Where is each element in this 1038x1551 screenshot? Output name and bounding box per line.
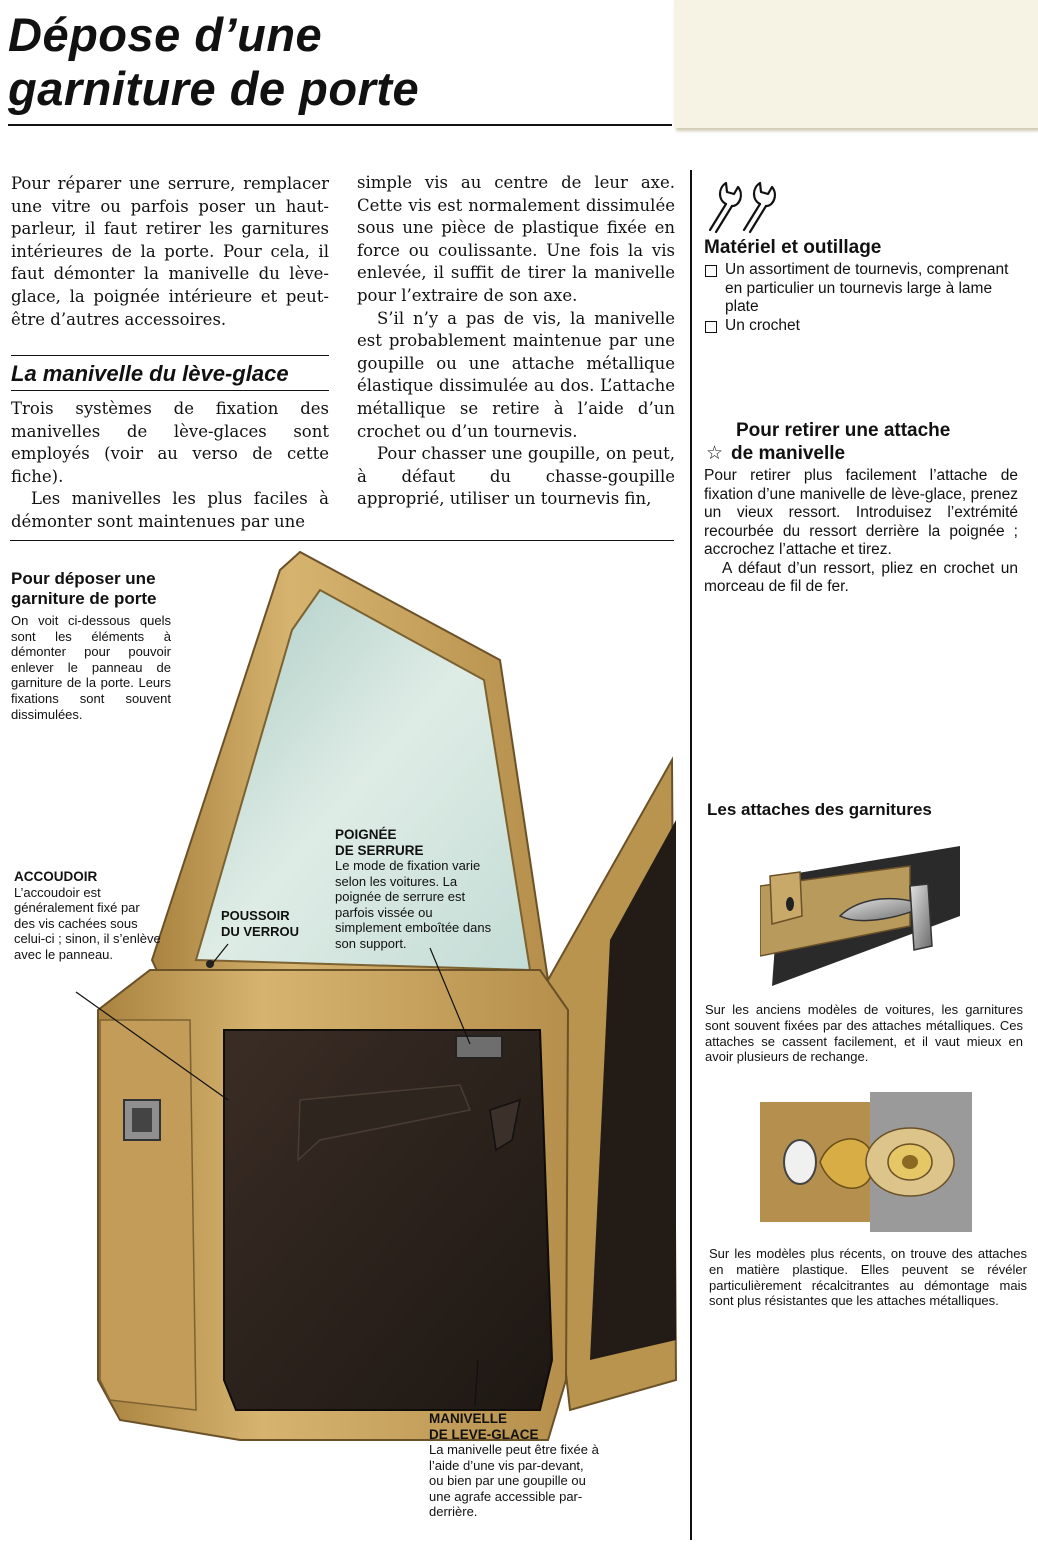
checkbox-icon <box>705 321 717 333</box>
label-poignee <box>335 827 495 951</box>
tools-list <box>704 261 1026 335</box>
wrench-pair-icon <box>704 178 784 234</box>
section-paragraph-2: Les manivelles les plus faciles à démonter sont maintenues par une <box>11 489 329 531</box>
label-poussoir <box>221 908 331 939</box>
section-paragraph-1: Trois systèmes de fixation des manivelles de lève-glaces sont employés (voir au verso de cette fiche). <box>11 399 329 486</box>
tools-item-text: Un crochet <box>725 316 800 334</box>
clips-heading: Les attaches des garnitures <box>707 800 932 819</box>
tools-item-text: Un assortiment de tournevis, comprenant en particulier un tournevis large à lame plate <box>725 261 1009 315</box>
title-line-2: garniture de porte <box>8 62 420 115</box>
section-heading: La manivelle du lève-glace <box>11 355 329 391</box>
label-poignee-line-2: DE SERRURE <box>335 842 424 858</box>
metal-clip-illustration <box>760 846 972 986</box>
list-item <box>704 261 1026 317</box>
label-accoudoir-title: ACCOUDOIR <box>14 869 98 884</box>
tip-heading-text: de manivelle <box>731 443 846 464</box>
figure-caption: On voit ci-dessous quels sont les éléments à démonter pour pouvoir enlever le panneau de garniture de la porte. Leurs fixations sont souvent dissimulées. <box>11 613 171 722</box>
label-manivelle-text: La manivelle peut être fixée à l’aide d’une vis par-devant, ou bien par une goupille ou une agrafe accessible par-derrière. <box>429 1442 599 1519</box>
section-column-1 <box>11 398 329 534</box>
tip-paragraph-1: Pour retirer plus facilement l’attache de fixation d’une manivelle de lève-glace, prenez un vieux ressort. Introduisez l’extrémité recourbée du ressort derrière la poignée ; accrochez l’attache et tirez. <box>704 467 1018 558</box>
star-icon: ☆ <box>706 442 724 464</box>
label-poussoir-line-2: DU VERROU <box>221 923 300 939</box>
label-manivelle <box>429 1411 599 1520</box>
tip-text <box>704 467 1018 597</box>
page-title <box>8 8 672 126</box>
col2-paragraph-3: Pour chasser une goupille, on peut, à défaut du chasse-goupille approprié, utiliser un tournevis fin, <box>357 444 675 509</box>
clips-text-2: Sur les modèles plus récents, on trouve des attaches en matière plastique. Elles peuvent se révéler particulièrement récalcitrantes au démontage mais sont plus résistantes que les attaches métalliques. <box>709 1246 1027 1309</box>
col2-paragraph-1: simple vis au centre de leur axe. Cette vis est normalement dissimulée sous une pièce de plastique fixée en force ou coulissante. Une fois la vis enlevée, il suffit de tirer la manivelle pour l’extraire de son axe. <box>357 173 675 305</box>
tip-paragraph-2: A défaut d’un ressort, pliez en crochet un morceau de fil de fer. <box>704 559 1018 595</box>
label-manivelle-line-1: MANIVELLE <box>429 1411 508 1426</box>
label-accoudoir-text: L’accoudoir est généralement fixé par des vis cachées sous celui-ci ; sinon, il s’enlève avec le panneau. <box>14 884 161 962</box>
intro-paragraph: Pour réparer une serrure, remplacer une vitre ou parfois poser un haut-parleur, il faut retirer les garnitures intérieures de la porte. Pour cela, il faut démonter la manivelle du lève-glace, la poignée intérieure et peut-être d’autres accessoires. <box>11 174 329 329</box>
corner-card <box>674 0 1038 128</box>
intro-column <box>11 173 329 331</box>
title-line-1: Dépose d’une <box>8 8 323 61</box>
tip-heading-line-1: Pour retirer une attache <box>736 420 951 441</box>
checkbox-icon <box>705 265 717 277</box>
label-accoudoir <box>14 869 164 962</box>
tip-heading-line-2 <box>706 442 845 465</box>
label-poignee-line-1: POIGNÉE <box>335 827 397 842</box>
label-poussoir-line-1: POUSSOIR <box>221 908 290 923</box>
plastic-clip-illustration <box>760 1092 972 1232</box>
label-manivelle-line-2: DE LEVE-GLACE <box>429 1426 539 1442</box>
list-item <box>704 317 1026 336</box>
section-column-2 <box>357 172 675 511</box>
clips-text-1: Sur les anciens modèles de voitures, les garnitures sont souvent fixées par des attaches métalliques. Ces attaches se cassent facilement, et il vaut mieux en avoir plusieurs de rechange. <box>705 1002 1023 1065</box>
tools-heading: Matériel et outillage <box>704 237 882 258</box>
col2-paragraph-2: S’il n’y a pas de vis, la manivelle est probablement maintenue par une goupille ou une attache métallique élastique dissimulée au dos. L’attache métallique se retire à l’aide d’un crochet ou d’un tournevis. <box>357 308 675 441</box>
label-poignee-text: Le mode de fixation varie selon les voitures. La poignée de serrure est parfois vissée ou simplement emboîtée dans son support. <box>335 858 492 951</box>
column-divider <box>690 170 692 1540</box>
figure-title: Pour déposer une garniture de porte <box>11 569 157 608</box>
